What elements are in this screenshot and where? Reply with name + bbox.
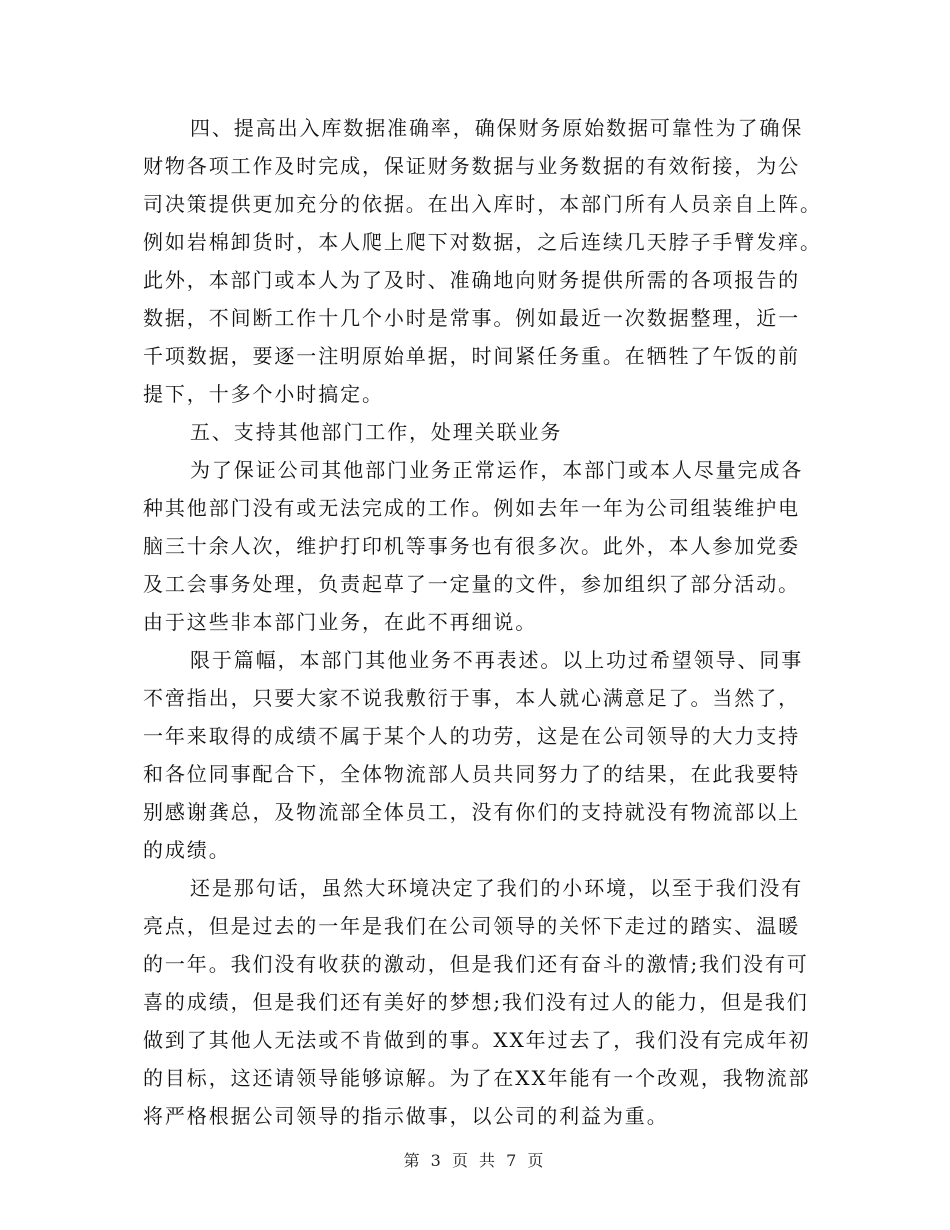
paragraph-line: 喜的成绩，但是我们还有美好的梦想;我们没有过人的能力，但是我们 [143, 990, 809, 1014]
paragraph-line: 为了保证公司其他部门业务正常运作，本部门或本人尽量完成各 [190, 458, 804, 482]
paragraph-line: 四、提高出入库数据准确率，确保财务原始数据可靠性为了确保 [190, 116, 804, 140]
paragraph-line: 数据，不间断工作十几个小时是常事。例如最近一次数据整理，近一 [143, 306, 800, 330]
page-number: 第 3 页 共 7 页 [403, 1151, 547, 1170]
paragraph-line: 将严格根据公司领导的指示做事，以公司的利益为重。 [143, 1104, 669, 1128]
paragraph-line: 由于这些非本部门业务，在此不再细说。 [143, 610, 538, 634]
paragraph-line: 限于篇幅，本部门其他业务不再表述。以上功过希望领导、同事 [190, 648, 804, 672]
paragraph-line: 及工会事务处理，负责起草了一定量的文件，参加组织了部分活动。 [143, 572, 800, 596]
paragraph-line: 的成绩。 [143, 838, 231, 862]
paragraph-line: 脑三十余人次，维护打印机等事务也有很多次。此外，本人参加党委 [143, 534, 800, 558]
paragraph-line: 财物各项工作及时完成，保证财务数据与业务数据的有效衔接，为公 [143, 154, 800, 178]
paragraph-line: 不啻指出，只要大家不说我敷衍于事，本人就心满意足了。当然了， [143, 686, 800, 710]
paragraph-line: 司决策提供更加充分的依据。在出入库时，本部门所有人员亲自上阵。 [143, 192, 822, 216]
paragraph-line: 的一年。我们没有收获的激动，但是我们还有奋斗的激情;我们没有可 [143, 952, 809, 976]
paragraph-line: 此外，本部门或本人为了及时、准确地向财务提供所需的各项报告的 [143, 268, 800, 292]
paragraph-line: 别感谢龚总，及物流部全体员工，没有你们的支持就没有物流部以上 [143, 800, 800, 824]
paragraph-line: 千项数据，要逐一注明原始单据，时间紧任务重。在牺牲了午饭的前 [143, 344, 800, 368]
paragraph-line: 一年来取得的成绩不属于某个人的功劳，这是在公司领导的大力支持 [143, 724, 800, 748]
section-heading: 五、支持其他部门工作，处理关联业务 [190, 420, 563, 444]
paragraph-line: 还是那句话，虽然大环境决定了我们的小环境，以至于我们没有 [190, 876, 804, 900]
paragraph-line: 做到了其他人无法或不肯做到的事。XX年过去了，我们没有完成年初 [143, 1028, 811, 1052]
paragraph-line: 的目标，这还请领导能够谅解。为了在XX年能有一个改观，我物流部 [143, 1066, 811, 1090]
paragraph-line: 提下，十多个小时搞定。 [143, 382, 384, 406]
paragraph-line: 亮点，但是过去的一年是我们在公司领导的关怀下走过的踏实、温暖 [143, 914, 800, 938]
paragraph-line: 例如岩棉卸货时，本人爬上爬下对数据，之后连续几天脖子手臂发痒。 [143, 230, 822, 254]
paragraph-line: 和各位同事配合下，全体物流部人员共同努力了的结果，在此我要特 [143, 762, 800, 786]
paragraph-line: 种其他部门没有或无法完成的工作。例如去年一年为公司组装维护电 [143, 496, 800, 520]
